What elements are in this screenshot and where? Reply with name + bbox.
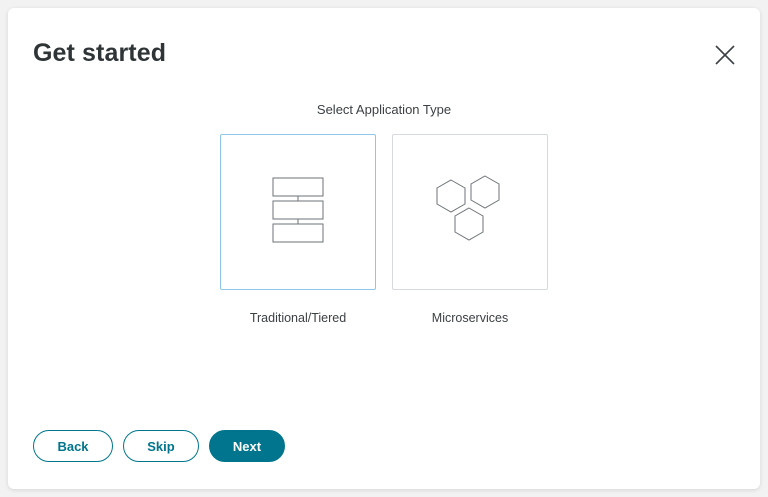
dialog-header: [8, 8, 760, 92]
tiered-blocks-icon: [255, 174, 341, 251]
page-title: Get started: [33, 39, 167, 67]
option-card-microservices[interactable]: [392, 134, 548, 290]
option-caption-traditional-tiered: Traditional/Tiered: [249, 311, 347, 325]
option-traditional-tiered: [219, 134, 377, 325]
dialog-footer: [8, 413, 760, 489]
back-button[interactable]: Back: [33, 430, 113, 462]
next-button[interactable]: Next: [209, 430, 285, 462]
hexagon-cluster-icon: [427, 172, 513, 253]
application-type-options: [8, 134, 760, 325]
close-icon[interactable]: [710, 40, 740, 70]
option-microservices: [391, 134, 549, 325]
section-label: Select Application Type: [316, 102, 452, 117]
skip-button[interactable]: Skip: [123, 430, 199, 462]
option-caption-microservices: Microservices: [431, 311, 509, 325]
get-started-dialog: [8, 8, 760, 489]
option-card-traditional-tiered[interactable]: [220, 134, 376, 290]
